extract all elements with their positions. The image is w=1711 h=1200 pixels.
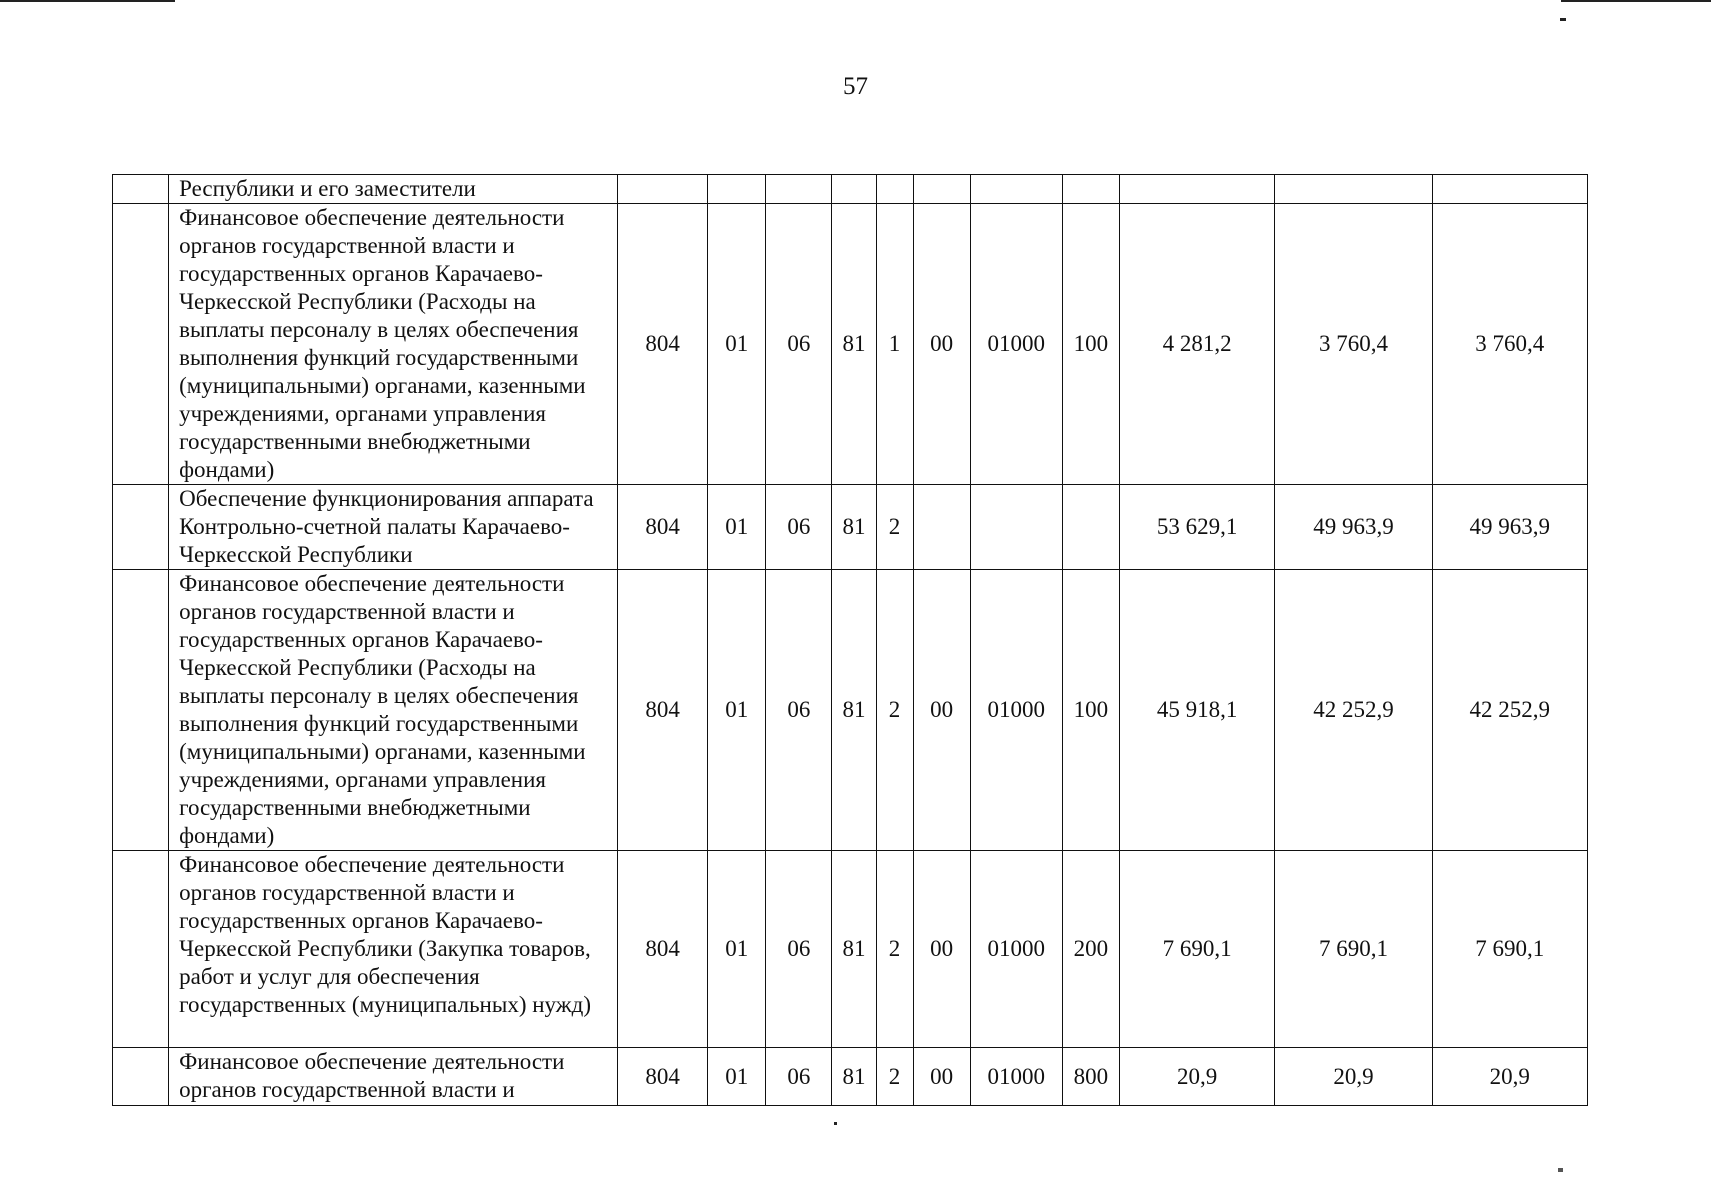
main-event-code-cell: [913, 485, 970, 570]
amount-year-2-cell: 7 690,1: [1275, 851, 1432, 1048]
ministry-code-cell: 804: [618, 204, 708, 485]
expense-type-cell: [1062, 485, 1119, 570]
expense-type-cell: 200: [1062, 851, 1119, 1048]
subprogram-code-cell: 2: [876, 1048, 913, 1106]
amount-year-3-cell: 42 252,9: [1432, 570, 1587, 851]
subprogram-code-cell: 1: [876, 204, 913, 485]
description-cell: Финансовое обеспечение деятельности органов государственной власти и: [169, 1048, 618, 1106]
amount-year-1-cell: 20,9: [1119, 1048, 1274, 1106]
ministry-code-cell: 804: [618, 485, 708, 570]
subsection-code-cell: 06: [766, 851, 832, 1048]
direction-code-cell: [970, 485, 1062, 570]
table-row: [113, 485, 1588, 570]
amount-year-3-cell: [1432, 175, 1587, 204]
section-code-cell: [708, 175, 766, 204]
description-cell: Республики и его заместители: [169, 175, 618, 204]
description-cell: Обеспечение функционирования аппарата Контрольно-счетной палаты Карачаево-Черкесской Республики: [169, 485, 618, 570]
program-code-cell: [832, 175, 876, 204]
expense-type-cell: 100: [1062, 204, 1119, 485]
subsection-code-cell: 06: [766, 1048, 832, 1106]
section-code-cell: 01: [708, 1048, 766, 1106]
main-event-code-cell: 00: [913, 570, 970, 851]
main-event-code-cell: 00: [913, 204, 970, 485]
row-number-cell: [113, 485, 169, 570]
scan-edge-top-left: [0, 0, 175, 2]
scan-speck: [834, 1122, 837, 1125]
subsection-code-cell: 06: [766, 485, 832, 570]
description-cell: Финансовое обеспечение деятельности органов государственной власти и государственных органов Карачаево-Черкесской Республики (Закупка товаров, работ и услуг для обеспечения государственных (муниципальных) нужд): [169, 851, 618, 1048]
amount-year-2-cell: 49 963,9: [1275, 485, 1432, 570]
direction-code-cell: 01000: [970, 1048, 1062, 1106]
scan-edge-top-right: [1561, 0, 1711, 2]
section-code-cell: 01: [708, 570, 766, 851]
amount-year-1-cell: 7 690,1: [1119, 851, 1274, 1048]
table-row: [113, 204, 1588, 485]
expense-type-cell: 800: [1062, 1048, 1119, 1106]
subsection-code-cell: 06: [766, 570, 832, 851]
subsection-code-cell: 06: [766, 204, 832, 485]
row-number-cell: [113, 570, 169, 851]
amount-year-2-cell: 20,9: [1275, 1048, 1432, 1106]
amount-year-1-cell: 53 629,1: [1119, 485, 1274, 570]
page-number: 57: [843, 73, 868, 100]
subprogram-code-cell: 2: [876, 570, 913, 851]
program-code-cell: 81: [832, 204, 876, 485]
main-event-code-cell: 00: [913, 1048, 970, 1106]
row-number-cell: [113, 204, 169, 485]
budget-table: [112, 174, 1588, 1106]
subprogram-code-cell: 2: [876, 851, 913, 1048]
amount-year-1-cell: [1119, 175, 1274, 204]
direction-code-cell: 01000: [970, 570, 1062, 851]
expense-type-cell: [1062, 175, 1119, 204]
section-code-cell: 01: [708, 851, 766, 1048]
expense-type-cell: 100: [1062, 570, 1119, 851]
amount-year-3-cell: 49 963,9: [1432, 485, 1587, 570]
subprogram-code-cell: [876, 175, 913, 204]
direction-code-cell: [970, 175, 1062, 204]
amount-year-2-cell: 42 252,9: [1275, 570, 1432, 851]
table-row: [113, 175, 1588, 204]
amount-year-3-cell: 3 760,4: [1432, 204, 1587, 485]
program-code-cell: 81: [832, 851, 876, 1048]
ministry-code-cell: 804: [618, 851, 708, 1048]
amount-year-1-cell: 45 918,1: [1119, 570, 1274, 851]
main-event-code-cell: 00: [913, 851, 970, 1048]
table-row: [113, 570, 1588, 851]
amount-year-3-cell: 7 690,1: [1432, 851, 1587, 1048]
amount-year-3-cell: 20,9: [1432, 1048, 1587, 1106]
table-row: [113, 851, 1588, 1048]
scan-speck: [1558, 1168, 1563, 1172]
row-number-cell: [113, 175, 169, 204]
amount-year-2-cell: 3 760,4: [1275, 204, 1432, 485]
amount-year-2-cell: [1275, 175, 1432, 204]
section-code-cell: 01: [708, 204, 766, 485]
description-cell: Финансовое обеспечение деятельности органов государственной власти и государственных органов Карачаево-Черкесской Республики (Расходы на выплаты персоналу в целях обеспечения выполнения функций государственными (муниципальными) органами, казенными учреждениями, органами управления государственными внебюджетными фондами): [169, 570, 618, 851]
ministry-code-cell: [618, 175, 708, 204]
amount-year-1-cell: 4 281,2: [1119, 204, 1274, 485]
subsection-code-cell: [766, 175, 832, 204]
main-event-code-cell: [913, 175, 970, 204]
table-row: [113, 1048, 1588, 1106]
program-code-cell: 81: [832, 1048, 876, 1106]
section-code-cell: 01: [708, 485, 766, 570]
ministry-code-cell: 804: [618, 1048, 708, 1106]
scan-speck: [1560, 18, 1566, 21]
description-cell: Финансовое обеспечение деятельности органов государственной власти и государственных органов Карачаево-Черкесской Республики (Расходы на выплаты персоналу в целях обеспечения выполнения функций государственными (муниципальными) органами, казенными учреждениями, органами управления государственными внебюджетными фондами): [169, 204, 618, 485]
row-number-cell: [113, 1048, 169, 1106]
program-code-cell: 81: [832, 485, 876, 570]
subprogram-code-cell: 2: [876, 485, 913, 570]
direction-code-cell: 01000: [970, 851, 1062, 1048]
row-number-cell: [113, 851, 169, 1048]
direction-code-cell: 01000: [970, 204, 1062, 485]
ministry-code-cell: 804: [618, 570, 708, 851]
program-code-cell: 81: [832, 570, 876, 851]
